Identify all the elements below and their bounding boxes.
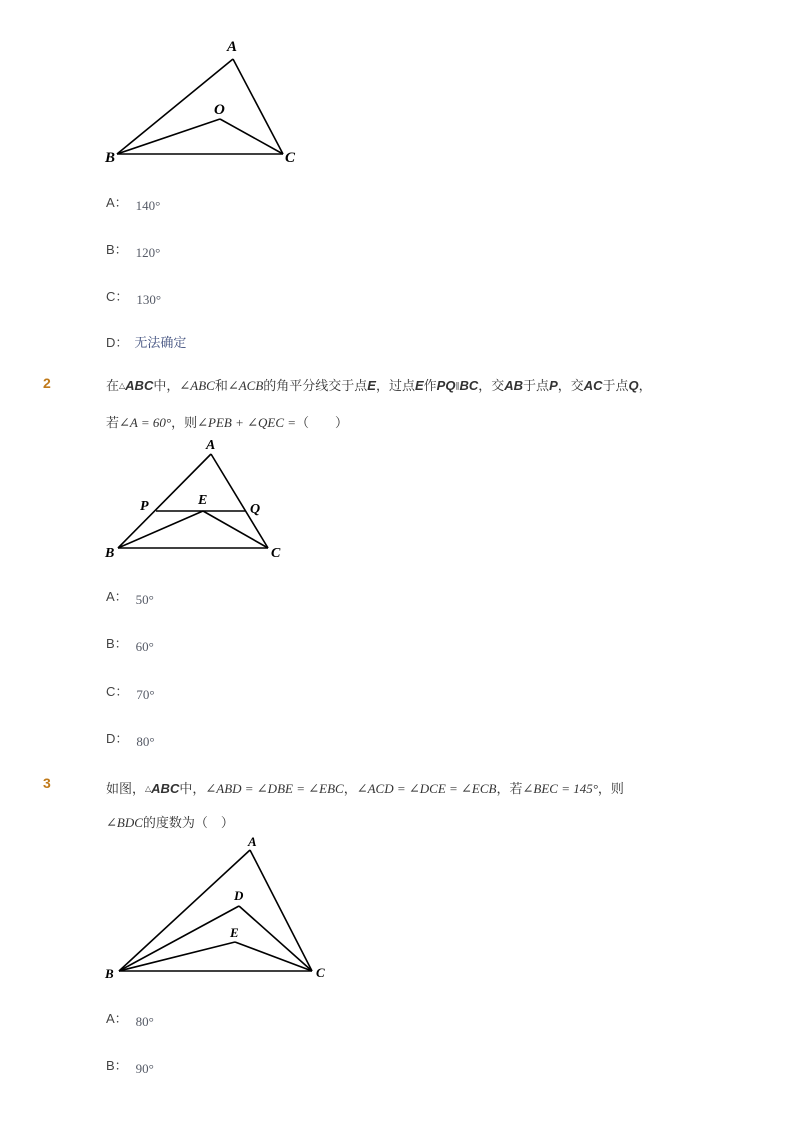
q2-label-p: P	[140, 499, 149, 514]
q2-text-line1	[106, 375, 652, 394]
text-span: 若	[106, 416, 120, 431]
q1-triangle-figure	[100, 34, 320, 174]
q2-option-d[interactable]	[106, 728, 155, 747]
math-abc: ABC	[151, 781, 180, 796]
text-span: ，	[343, 782, 357, 797]
option-value: 120°	[135, 245, 161, 260]
q1-line-bo	[117, 119, 220, 154]
q2-number: 2	[43, 375, 51, 391]
q3-text-line1	[106, 778, 624, 797]
q2-line-be	[118, 511, 203, 548]
text-span: 中，	[153, 379, 180, 394]
math-angle-a: ∠A = 60°	[119, 415, 172, 430]
q3-option-a[interactable]	[106, 1008, 154, 1027]
q3-label-d: D	[234, 888, 244, 903]
q2-text-line2	[106, 412, 348, 431]
text-span: （ ）	[296, 416, 349, 431]
q1-option-c[interactable]	[106, 286, 161, 305]
math-angle-bdc: ∠BDC	[106, 815, 143, 830]
option-label: B：	[106, 242, 128, 257]
text-span: 作	[423, 379, 437, 394]
math-q: Q	[628, 378, 639, 393]
option-label: A：	[106, 1011, 128, 1026]
math-e: E	[414, 378, 424, 393]
text-span: ，则	[597, 782, 624, 797]
option-label: C：	[106, 684, 129, 699]
q2-option-b[interactable]	[106, 633, 154, 652]
text-span: 的度数为（ ）	[142, 816, 234, 831]
parallel-symbol: ∥	[455, 381, 460, 390]
q2-label-c: C	[271, 546, 281, 561]
q3-label-b: B	[105, 966, 114, 981]
q3-option-b[interactable]	[106, 1055, 154, 1074]
q3-text-line2	[106, 812, 234, 831]
option-label: A：	[106, 195, 128, 210]
math-angle-bec: ∠BEC = 145°	[522, 781, 598, 796]
option-value: 60°	[135, 639, 154, 654]
option-value: 80°	[135, 1014, 154, 1029]
math-angle-acb: ∠ACB	[227, 378, 264, 393]
text-span: ，	[638, 379, 652, 394]
text-span: 于点	[523, 379, 550, 394]
math-angle-sum: ∠PEB + ∠QEC =	[197, 415, 297, 430]
q3-label-e: E	[230, 925, 239, 940]
triangle-symbol: △	[145, 784, 152, 793]
option-label: D：	[106, 731, 129, 746]
q3-line-ac	[250, 850, 312, 971]
text-span: 中，	[179, 782, 206, 797]
math-ab: AB	[504, 378, 524, 393]
option-label: C：	[106, 289, 129, 304]
q3-line-dc	[239, 906, 312, 971]
math-angles-b: ∠ABD = ∠DBE = ∠EBC	[205, 781, 344, 796]
math-angle-abc: ∠ABC	[179, 378, 215, 393]
q1-option-b[interactable]	[106, 239, 160, 258]
option-value: 50°	[135, 592, 154, 607]
q1-option-a[interactable]	[106, 192, 160, 211]
q3-label-a: A	[248, 834, 257, 849]
option-value: 70°	[136, 687, 155, 702]
q2-label-b: B	[105, 546, 115, 561]
text-span: 于点	[602, 379, 629, 394]
option-value: 130°	[136, 292, 162, 307]
q2-line-ac	[211, 454, 268, 548]
text-span: ，则	[171, 416, 198, 431]
text-span: 如图，	[106, 782, 146, 797]
math-pq: PQ	[436, 378, 456, 393]
option-label: B：	[106, 1058, 128, 1073]
q1-label-c: C	[285, 150, 296, 166]
q2-label-q: Q	[250, 502, 261, 517]
math-p: P	[549, 378, 558, 393]
text-span: ，交	[478, 379, 505, 394]
text-span: ，过点	[375, 379, 415, 394]
option-value: 90°	[135, 1061, 154, 1076]
q3-triangle-figure	[100, 832, 340, 987]
q1-label-a: A	[227, 39, 238, 55]
option-value: 80°	[136, 734, 155, 749]
text-span: 的角平分线交于点	[263, 379, 368, 394]
q1-label-b: B	[105, 150, 116, 166]
q1-label-o: O	[214, 102, 225, 118]
text-span: ，交	[557, 379, 584, 394]
option-label: B：	[106, 636, 128, 651]
text-span: ，若	[496, 782, 523, 797]
triangle-symbol: △	[119, 381, 126, 390]
q2-label-e: E	[198, 493, 208, 508]
q2-label-a: A	[206, 438, 216, 453]
text-span: 和	[214, 379, 228, 394]
option-value: 140°	[135, 198, 161, 213]
math-abc: ABC	[125, 378, 154, 393]
q2-triangle-figure	[100, 432, 300, 567]
math-ac: AC	[583, 378, 603, 393]
option-label: A：	[106, 589, 128, 604]
q3-line-ec	[235, 942, 312, 971]
math-angles-c: ∠ACD = ∠DCE = ∠ECB	[356, 781, 497, 796]
q2-option-c[interactable]	[106, 681, 155, 700]
math-bc: BC	[459, 378, 479, 393]
option-value: 无法确定	[134, 336, 187, 351]
q3-number: 3	[43, 775, 51, 791]
option-label: D：	[106, 335, 129, 350]
q1-option-d[interactable]	[106, 332, 186, 351]
text-span: 在	[106, 379, 120, 394]
q2-option-a[interactable]	[106, 586, 154, 605]
math-e: E	[367, 378, 376, 393]
q3-line-be	[119, 942, 235, 971]
q3-label-c: C	[316, 965, 325, 980]
